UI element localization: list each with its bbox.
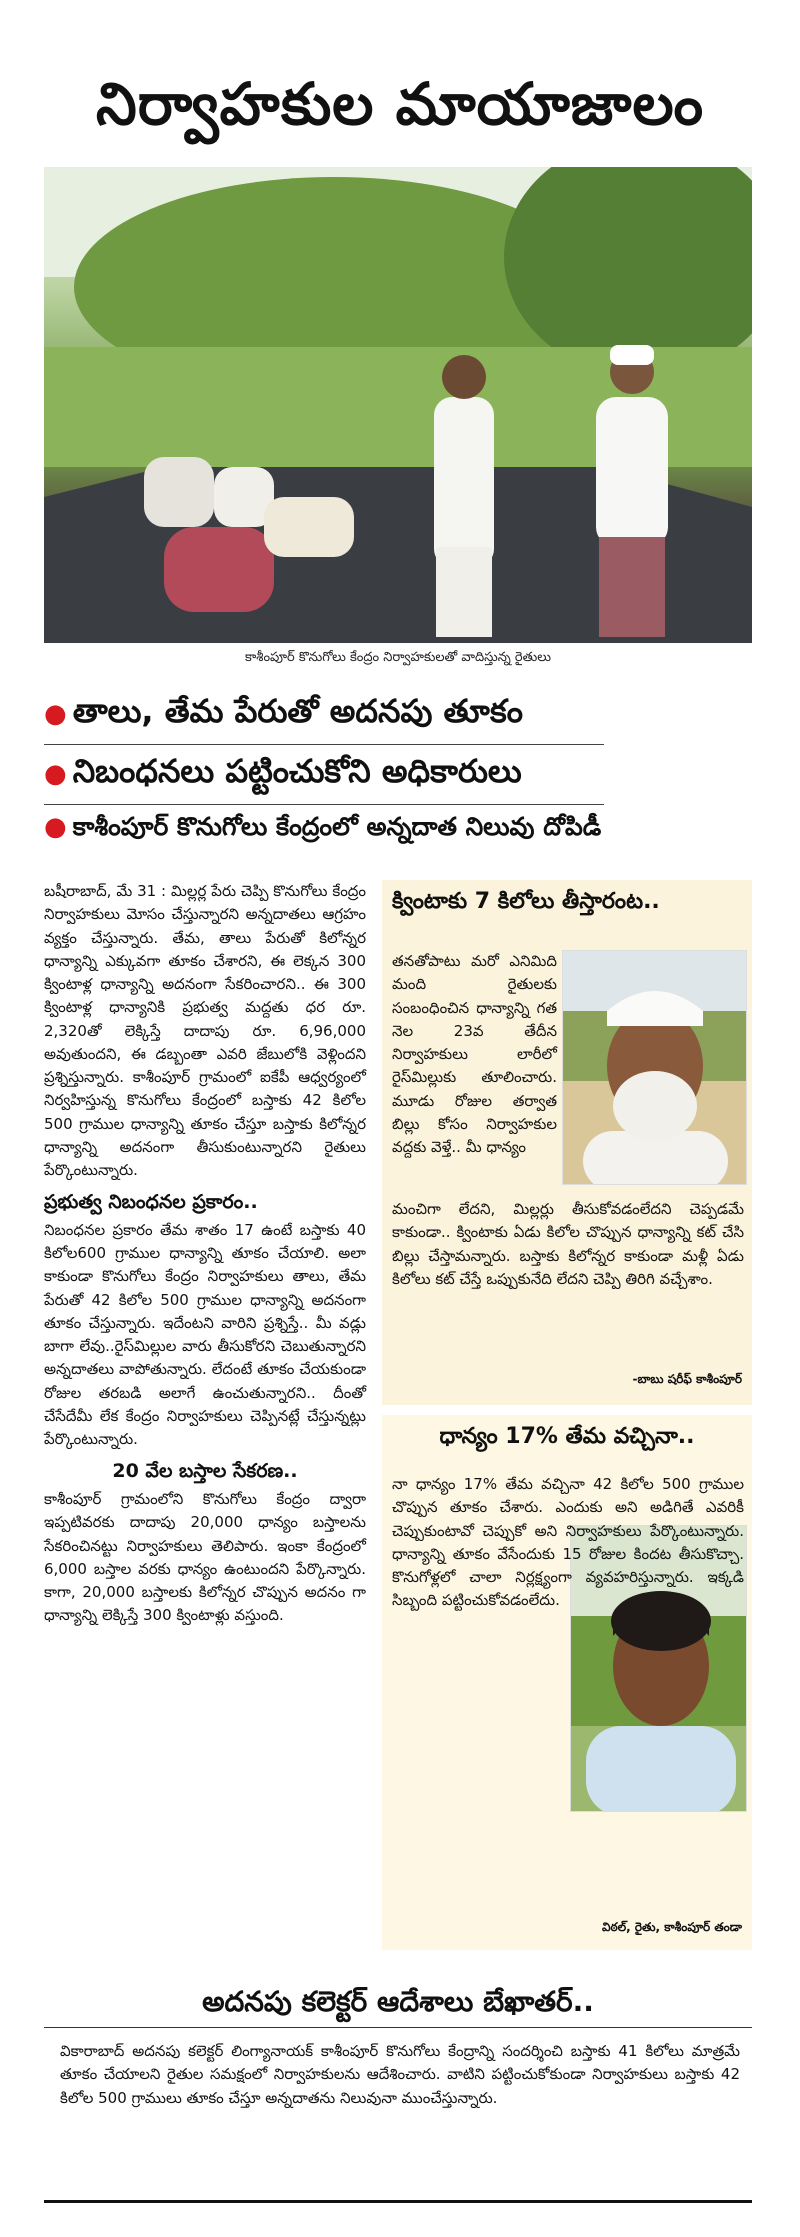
divider	[44, 744, 604, 745]
quote-box-1-text: తనతోపాటు మరో ఎనిమిది మంది రైతులకు సంబంధించిన ధాన్యాన్ని గత నెల 23వ తేదీన నిర్వాహకులు లారీలో రైస్‌మిల్లుకు తూలించారు. మూడు రోజుల తర్వాత బిల్లు కోసం నిర్వాహకుల వద్దకు వెళ్తే.. మీ ధాన్యం	[392, 952, 557, 1156]
quote-box-2-text: నా ధాన్యం 17% తేమ వచ్చినా 42 కిలోల 500 గ్రాముల చొప్పున తూకం చేశారు. ఎందుకు అని అడిగితే ఎవరికీ చెప్పుకుంటావో చెప్పుకో అని నిర్వాహకులు పేర్కొంటున్నారు. ధాన్యాన్ని తూకం వేసేందుకు 15 రోజుల కిందట తీసుకొచ్చా. కొనుగోళ్లలో చాలా నిర్లక్ష్యంగా వ్యవహరిస్తున్నారు. ఇక్కడి సిబ్బంది పట్టించుకోవడంలేదు.	[392, 1475, 744, 1610]
photo-caption: కాశీంపూర్ కొనుగోలు కేంద్రం నిర్వాహకులతో వాదిస్తున్న రైతులు	[245, 650, 551, 665]
quote-box-1	[382, 880, 752, 1405]
bullet-dot-icon: ●	[44, 759, 67, 789]
quote-box-1-text-cont: మంచిగా లేదని, మిల్లర్లు తీసుకోవడంలేదని చెప్పడమే కాకుండా.. క్వింటాకు ఏడు కిలోల చొప్పున ధాన్యాన్ని కట్ చేసి బిల్లు చేస్తామన్నారు. బస్తాకు కిలోన్నర కాకుండా మళ్లీ ఏడు కిలోలు కట్ చేస్తే ఒప్పుకునేది లేదని చెప్పి తిరిగి వచ్చేశాం.	[392, 1200, 744, 1288]
intro-paragraph: బషీరాబాద్, మే 31 : మిల్లర్ల పేరు చెప్పి కొనుగోలు కేంద్రం నిర్వాహకులు మోసం చేస్తున్నారని అన్నదాతలు ఆగ్రహం వ్యక్తం చేస్తున్నారు. తేమ, తాలు పేరుతో కిలోన్నర ధాన్యాన్ని ఎక్కువగా తూకం చేశారని, ఈ లెక్కన 300 క్వింటాళ్ల ధాన్యాన్ని అదనంగా సేకరించారని.. ఈ 300 క్వింటాళ్ల ధాన్యానికి ప్రభుత్వ మద్దతు ధర రూ. 2,320తో లెక్కిస్తే దాదాపు రూ. 6,96,000 అవుతుందని, ఈ డబ్బంతా ఎవరి జేబులోకి వెళ్లిందని ప్రశ్నిస్తున్నారు. కాశీంపూర్ గ్రామంలో ఐకేపీ ఆధ్వర్యంలో నిర్వహిస్తున్న కొనుగోలు కేంద్రంలో బస్తాకు 42 కిలోల 500 గ్రాముల ధాన్యాన్ని తూకం చేస్తూ బస్తాకు కిలోన్నర ధాన్యాన్ని అదనంగా తీసుకుంటున్నారని రైతులు పేర్కొంటున్నారు.	[44, 882, 366, 1179]
bottom-rule	[44, 2200, 752, 2203]
quote-box-1-head: క్వింటాకు 7 కిలోలు తీస్తారంట..	[392, 889, 660, 914]
divider	[44, 804, 604, 805]
bottom-paragraph: వికారాబాద్ అదనపు కలెక్టర్ లింగ్యానాయక్ కాశీంపూర్ కొనుగోలు కేంద్రాన్ని సందర్శించి బస్తాకు 41 కిలోలు మాత్రమే తూకం చేయాలని రైతుల సమక్షంలో నిర్వాహకులను ఆదేశించారు. వాటిని పట్టించుకోకుండా నిర్వాహకులు బస్తాకు 42 కిలోల 500 గ్రాములు తూకం చేస్తూ అన్నదాతను నిలువునా ముంచేస్తున్నారు.	[60, 2042, 740, 2107]
farmer-photo-1	[562, 950, 747, 1185]
subhead-rules: ప్రభుత్వ నిబంధనల ప్రకారం..	[44, 1191, 258, 1214]
rules-paragraph: నిబంధనల ప్రకారం తేమ శాతం 17 ఉంటే బస్తాకు 40 కిలోల600 గ్రాముల ధాన్యాన్ని తూకం చేయాలి. అలా కాకుండా కొనుగోలు కేంద్రం నిర్వాహకులు తాలు, తేమ పేరుతో 42 కిలోల 500 గ్రాముల ధాన్యాన్ని అదనంగా తూకం చేస్తున్నారు. ఇదేంటని వారిని ప్రశ్నిస్తే.. మీ వడ్లు బాగా లేవు..రైస్‌మిల్లుల వారు తీసుకోరని చెబుతున్నారని అన్నదాతలు వాపోతున్నారు. లేదంటే తూకం చేయకుండా రోజుల తరబడి అలాగే ఉంచుతున్నారని.. దీంతో చేసేదేమీ లేక కేంద్రం నిర్వాహకులు చెప్పినట్లే చేస్తున్నట్లు పేర్కొంటున్నారు.	[44, 1220, 366, 1449]
quote-box-2-signature: విఠల్, రైతు, కాశీంపూర్ తండా	[602, 1920, 742, 1934]
quote-box-2-head: ధాన్యం 17% తేమ వచ్చినా..	[439, 1424, 695, 1449]
main-photo	[44, 167, 752, 643]
bullet-2: ● నిబంధనలు పట్టించుకోని అధికారులు	[44, 752, 522, 790]
bullet-1: ● తాలు, తేమ పేరుతో అదనపు తూకం	[44, 692, 523, 730]
subhead-bags: 20 వేల బస్తాల సేకరణ..	[112, 1460, 298, 1483]
quote-box-2	[382, 1415, 752, 1950]
bags-paragraph: కాశీంపూర్ గ్రామంలోని కొనుగోలు కేంద్రం ద్వారా ఇప్పటివరకు దాదాపు 20,000 ధాన్యం బస్తాలను సేకరించినట్టు నిర్వాహకులు తెలిపారు. ఇంకా కేంద్రంలో 6,000 బస్తాల వరకు ధాన్యం ఉంటుందని పేర్కొన్నారు. కాగా, 20,000 బస్తాలకు కిలోన్నర చొప్పున అదనం గా ధాన్యాన్ని లెక్కిస్తే 300 క్వింటాళ్లు వస్తుంది.	[44, 1490, 366, 1625]
bullet-3: ● కాశీంపూర్ కొనుగోలు కేంద్రంలో అన్నదాత నిలువు దోపిడీ	[44, 812, 602, 842]
bullet-dot-icon: ●	[44, 812, 67, 842]
headline: నిర్వాహకుల మాయాజాలం	[96, 70, 704, 138]
bullet-dot-icon: ●	[44, 699, 67, 729]
divider	[44, 2027, 752, 2028]
quote-box-1-signature: -బాబు షరీఫ్ కాశీంపూర్	[632, 1372, 742, 1386]
bottom-headline: అదనపు కలెక్టర్ ఆదేశాలు బేఖాతర్..	[202, 1985, 594, 2018]
main-column	[44, 880, 366, 1628]
